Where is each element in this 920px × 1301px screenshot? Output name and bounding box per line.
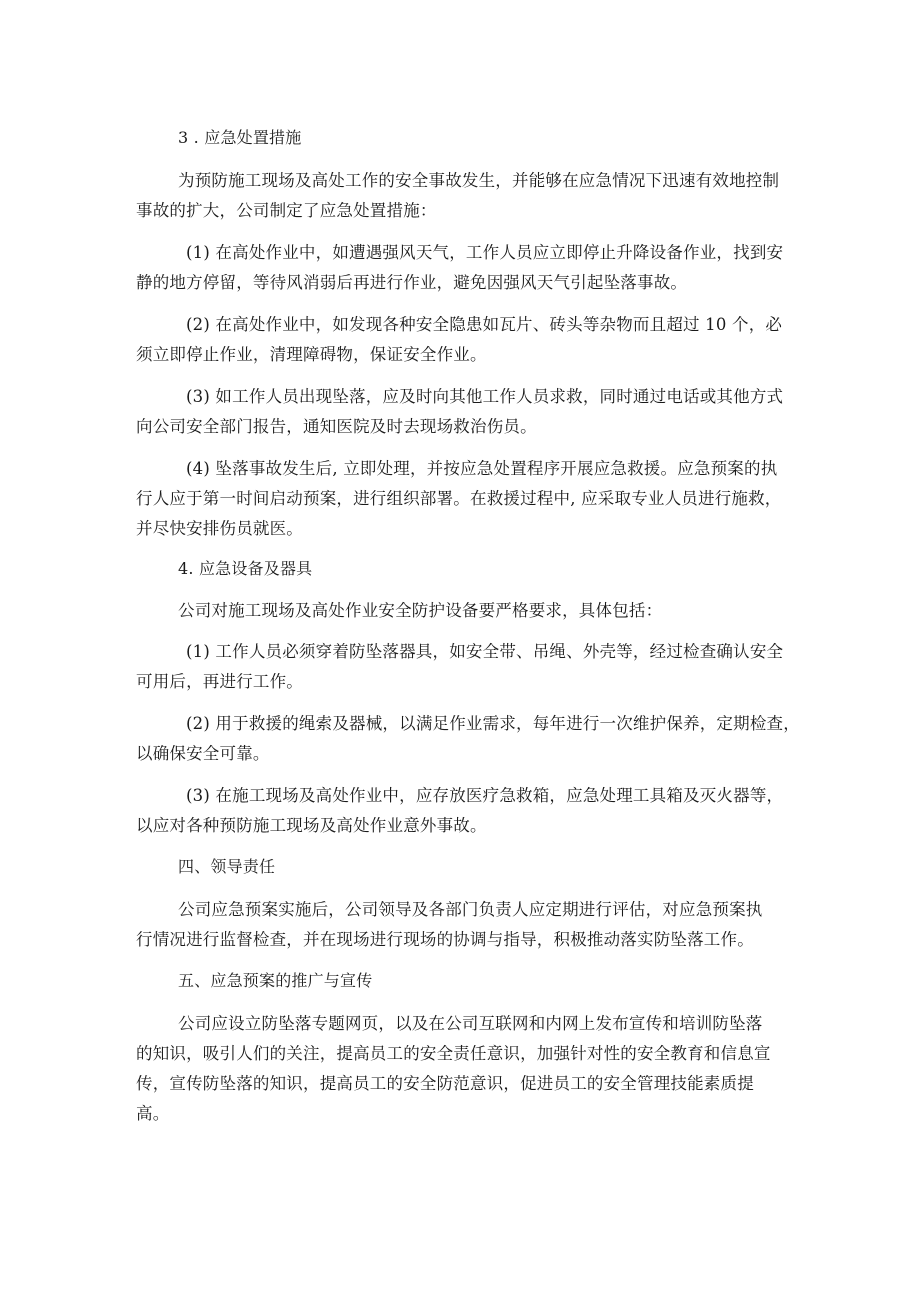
- equipment-3-line-1: (3) 在施工现场及高处作业中，应存放医疗急救箱，应急处理工具箱及灭火器等，: [186, 786, 784, 805]
- intro-line-1: 为预防施工现场及高处工作的安全事故发生，并能够在应急情况下迅速有效地控制: [178, 171, 780, 190]
- section-4-heading: 4. 应急设备及器具: [178, 559, 313, 578]
- measure-4-line-2: 行人应于第一时间启动预案，进行组织部署。在救援过程中, 应采取专业人员进行施救，: [136, 489, 782, 508]
- promotion-line-3: 传，宣传防坠落的知识，提高员工的安全防范意识，促进员工的安全管理技能素质提: [136, 1074, 754, 1093]
- measure-1-line-2: 静的地方停留，等待风消弱后再进行作业，避免因强风天气引起坠落事故。: [136, 273, 688, 292]
- promotion-line-2: 的知识，吸引人们的关注，提高员工的安全责任意识，加强针对性的安全教育和信息宣: [136, 1044, 771, 1063]
- measure-3-line-1: (3) 如工作人员出现坠落，应及时向其他工作人员求救，同时通过电话或其他方式: [186, 387, 784, 406]
- measure-3-line-2: 向公司安全部门报告，通知医院及时去现场救治伤员。: [136, 417, 537, 436]
- section-3-heading: 3 . 应急处置措施: [178, 128, 302, 147]
- measure-2-line-1: (2) 在高处作业中，如发现各种安全隐患如瓦片、砖头等杂物而且超过 10 个，必: [186, 315, 783, 334]
- intro-line-2: 事故的扩大，公司制定了应急处置措施：: [136, 201, 437, 220]
- equipment-2-line-1: (2) 用于救援的绳索及器械，以满足作业需求，每年进行一次维护保养，定期检查，: [186, 714, 800, 733]
- leadership-line-2: 行情况进行监督检查，并在现场进行现场的协调与指导，积极推动落实防坠落工作。: [136, 930, 754, 949]
- measure-4-line-3: 并尽快安排伤员就医。: [136, 519, 303, 538]
- equipment-1-line-2: 可用后，再进行工作。: [136, 672, 303, 691]
- measure-4-line-1: (4) 坠落事故发生后, 立即处理，并按应急处置程序开展应急救援。应急预案的执: [186, 459, 778, 478]
- equipment-intro: 公司对施工现场及高处作业安全防护设备要严格要求，具体包括：: [178, 601, 663, 620]
- measure-1-line-1: (1) 在高处作业中，如遭遇强风天气，工作人员应立即停止升降设备作业，找到安: [186, 243, 784, 262]
- leadership-heading: 四、领导责任: [178, 857, 276, 876]
- equipment-1-line-1: (1) 工作人员必须穿着防坠落器具，如安全带、吊绳、外壳等，经过检查确认安全: [186, 642, 784, 661]
- leadership-line-1: 公司应急预案实施后，公司领导及各部门负责人应定期进行评估，对应急预案执: [178, 900, 763, 919]
- equipment-2-line-2: 以确保安全可靠。: [136, 744, 270, 763]
- promotion-line-4: 高。: [136, 1104, 170, 1123]
- promotion-line-1: 公司应设立防坠落专题网页，以及在公司互联网和内网上发布宣传和培训防坠落: [178, 1014, 763, 1033]
- promotion-heading: 五、应急预案的推广与宣传: [178, 971, 373, 990]
- measure-2-line-2: 须立即停止作业，清理障碍物，保证安全作业。: [136, 345, 487, 364]
- equipment-3-line-2: 以应对各种预防施工现场及高处作业意外事故。: [136, 816, 487, 835]
